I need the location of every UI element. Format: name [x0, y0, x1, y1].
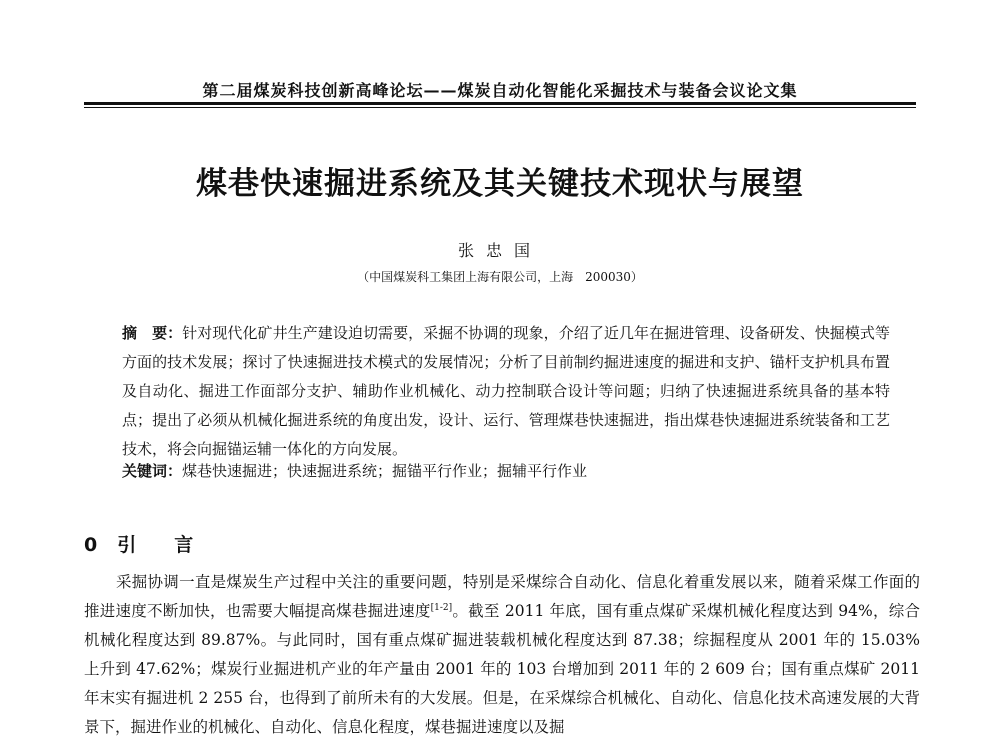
section-title-part2: 言 [174, 534, 194, 556]
body-paragraph [84, 568, 920, 742]
paper-affiliation: （中国煤炭科工集团上海有限公司，上海 200030） [357, 270, 643, 284]
body-text-before-ref: 采掘协调一直是煤炭生产过程中关注的重要问题，特别是采煤综合自动化、信息化着重发展以来，随着采煤工作面的推进速度不断加快，也需要大幅提高煤巷掘进速度 [84, 573, 920, 620]
paper-author: 张忠国 [457, 241, 542, 260]
keywords-label: 关键词： [122, 462, 183, 480]
header-rule-thin [84, 107, 916, 108]
abstract-label: 摘 要： [122, 324, 183, 342]
abstract [122, 319, 890, 464]
keywords-text: 煤巷快速掘进；快速掘进系统；掘锚平行作业；掘辅平行作业 [182, 462, 588, 480]
paper-title: 煤巷快速掘进系统及其关键技术现状与展望 [196, 166, 804, 202]
header-rule-thick [84, 102, 916, 105]
keywords [122, 457, 890, 486]
section-heading [84, 530, 193, 557]
section-title-part1: 引 [117, 534, 137, 556]
citation-reference: [1-2] [430, 602, 453, 613]
abstract-text: 针对现代化矿井生产建设迫切需要，采掘不协调的现象，介绍了近几年在掘进管理、设备研发、快掘模式等方面的技术发展；探讨了快速掘进技术模式的发展情况；分析了目前制约掘进速度的掘进和支护、锚杆支护机具布置及自动化、掘进工作面部分支护、辅助作业机械化、动力控制联合设计等问题；归纳了快速掘进系统具备的基本特点；提出了必须从机械化掘进系统的角度出发，设计、运行、管理煤巷快速掘进，指出煤巷快速掘进系统装备和工艺技术，将会向掘锚运辅一体化的方向发展。 [122, 324, 890, 458]
running-header: 第二届煤炭科技创新高峰论坛——煤炭自动化智能化采掘技术与装备会议论文集 [202, 81, 798, 100]
section-number: 0 [84, 534, 98, 556]
body-text-after-ref: 。截至 2011 年底，国有重点煤矿采煤机械化程度达到 94%，综合机械化程度达到 89.87%。与此同时，国有重点煤矿掘进装载机械化程度达到 87.38；综掘程度从 2001 年的 15.03% 上升到 47.62%；煤炭行业掘进机产业的年产量由 2001 年的 103 台增加到 2011 年的 2 609 台；国有重点煤矿 2011 年末实有掘进机 2 255 台，也得到了前所未有的大发展。但是，在采煤综合机械化、自动化、信息化技术高速发展的大背景下，掘进作业的机械化、自动化、信息化程度，煤巷掘进速度以及掘 [84, 602, 920, 736]
